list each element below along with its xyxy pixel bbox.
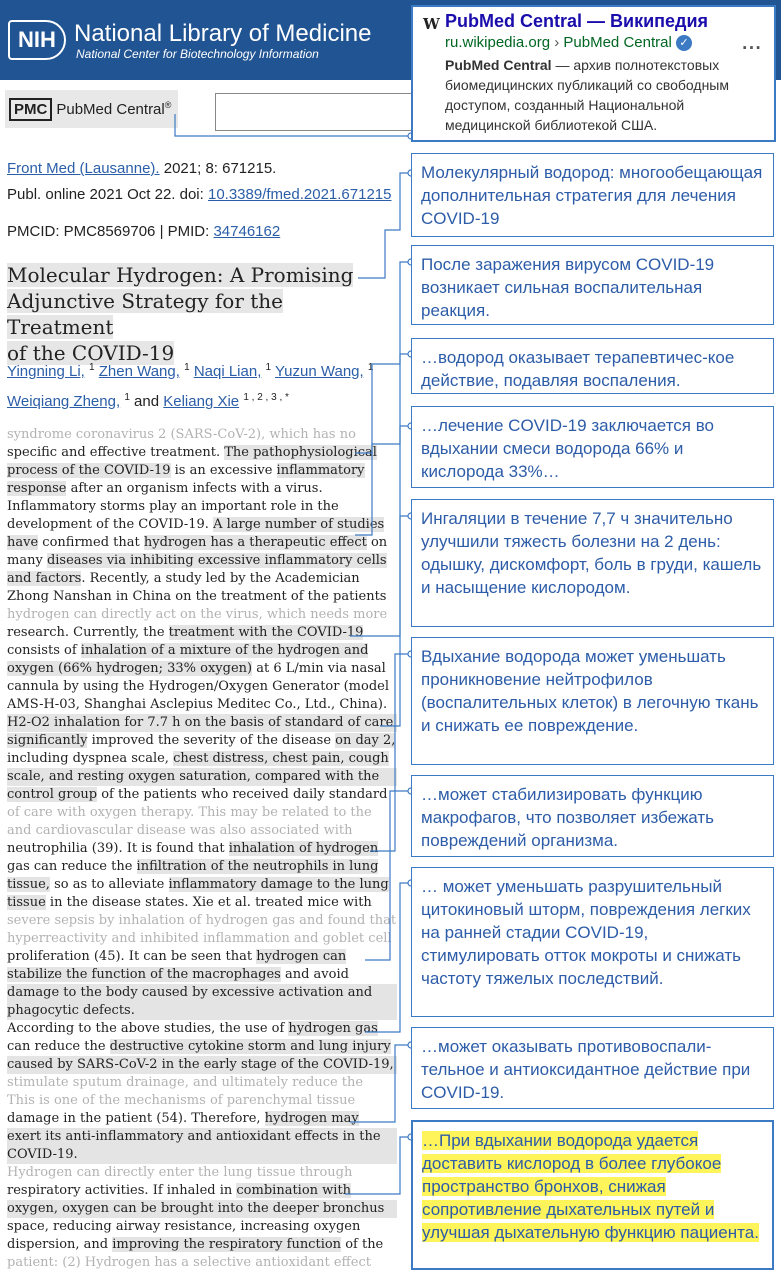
highlight: and factors xyxy=(7,571,82,586)
wiki-path: PubMed Central xyxy=(563,34,672,51)
annotation-note: …лечение COVID-19 заключается во вдыхании смеси водорода 66% и кислорода 33%… xyxy=(411,406,774,488)
body-text: development of the COVID-19. xyxy=(7,517,214,532)
wiki-snippet xyxy=(445,55,766,135)
highlight: inflammatory damage to the lung xyxy=(168,877,389,892)
title-line: Adjunctive Strategy for the Treatment xyxy=(7,289,284,339)
annotation-note: … может уменьшать разрушительный цитокиновый шторм, повреждения легких на ранней стадии COVID-19, стимулировать отток мокроты и снижать частоту тяжелых последствий. xyxy=(411,867,774,1017)
highlight: inflammatory xyxy=(276,463,365,478)
body-text: of the xyxy=(341,1237,384,1252)
body-text: gas can reduce the xyxy=(7,859,137,874)
highlight: have xyxy=(7,535,39,550)
affil-sup: 1 , 2 , 3 , * xyxy=(243,392,289,403)
pmcid-label: PMCID: PMC8569706 | PMID: xyxy=(7,223,214,240)
highlight: process of the COVID-19 xyxy=(7,463,171,478)
nlm-subtitle: National Center for Biotechnology Information xyxy=(76,47,319,61)
body-text: confirmed that xyxy=(38,535,144,550)
highlight: A large number of studies xyxy=(213,517,385,532)
doi-link[interactable]: 10.3389/fmed.2021.671215 xyxy=(207,186,392,203)
highlight: The pathophysiological xyxy=(224,445,377,460)
body-text: at 6 L/min via nasal xyxy=(252,661,386,676)
title-line: Molecular Hydrogen: A Promising xyxy=(7,263,354,287)
body-text: proliferation (45). It can be seen that xyxy=(7,949,257,964)
journal-link[interactable]: Front Med (Lausanne). xyxy=(7,160,160,177)
annotation-note-highlighted xyxy=(411,1120,774,1270)
annotation-note: Вдыхание водорода может уменьшать проникновение нейтрофилов (воспалительных клеток) в легочную ткань и снижать ее повреждение. xyxy=(411,637,774,765)
body-line: Hydrogen can directly enter the lung tissue through xyxy=(7,1165,353,1180)
highlight: inhalation of a mixture of the hydrogen and xyxy=(80,643,369,658)
body-line: This is one of the mechanisms of parenchymal tissue xyxy=(7,1093,356,1108)
connector xyxy=(345,1137,411,1194)
wiki-snippet-text: — архив полнотекстовых биомедицинских публикаций со свободным доступом, созданный Национальной медицинской библиотекой США. xyxy=(445,57,729,134)
body-line: Inflammatory storms play an important role in the xyxy=(7,499,339,514)
highlighted-note-text: …При вдыхании водорода удается доставить кислород в более глубокое пространство бронхов, снижая сопротивление дыхательных путей и улучшая дыхательную функцию пациента. xyxy=(422,1131,759,1242)
wikipedia-icon: W xyxy=(423,15,440,33)
annotation-note: …может стабилизировать функцию макрофагов, что позволяет избежать повреждений организма. xyxy=(411,775,774,857)
publ-label: Publ. online 2021 Oct 22. doi: xyxy=(7,186,208,203)
author-link[interactable]: Zhen Wang, xyxy=(98,363,180,380)
nlm-title[interactable]: National Library of Medicine xyxy=(74,20,372,47)
body-text: of the patients who received daily standard xyxy=(97,787,388,802)
body-line: AMS-H-03, Shanghai Asclepius Meditec Co., Ltd., China). xyxy=(7,697,388,712)
body-line: oxygen, oxygen can be brought into the deeper bronchus xyxy=(7,1200,397,1218)
body-line: of care with oxygen therapy. This may be related to the xyxy=(7,805,372,820)
pmc-name-text: PubMed Central xyxy=(56,101,165,118)
body-text: neutrophilia (39). It is found that xyxy=(7,841,229,856)
body-text: after an organism infects with a virus. xyxy=(66,481,323,496)
wiki-result-title[interactable]: PubMed Central — Википедия xyxy=(445,11,709,31)
highlight: combination with xyxy=(236,1183,352,1198)
connector xyxy=(365,791,411,960)
annotation-note: После заражения вирусом COVID-19 возникает сильная воспалительная реакция. xyxy=(411,245,774,325)
affil-sup: 1 xyxy=(265,362,272,373)
connector xyxy=(350,1045,411,1122)
pmid-link[interactable]: 34746162 xyxy=(213,223,281,240)
pmc-reg: ® xyxy=(164,100,172,110)
body-text: in the disease states. Xie et al. treated mice with xyxy=(45,895,372,910)
highlight: significantly xyxy=(7,733,88,748)
affil-sup: 1 xyxy=(367,362,374,373)
body-line: COVID-19. xyxy=(7,1146,397,1164)
body-line: scale, and resting oxygen saturation, compared with the xyxy=(7,768,397,786)
highlight: oxygen (66% hydrogen; 33% oxygen) xyxy=(7,661,253,676)
body-text: and avoid xyxy=(280,967,349,982)
body-line: hydrogen can directly act on the virus, which needs more xyxy=(7,607,388,622)
and-word: and xyxy=(129,393,164,410)
author-link[interactable]: Keliang Xie xyxy=(163,393,240,410)
highlight: tissue, xyxy=(7,877,50,892)
title-line: of the COVID-19 xyxy=(7,341,175,365)
body-text: many xyxy=(7,553,47,568)
body-line: caused by SARS-CoV-2 in the early stage of the COVID-19, xyxy=(7,1056,397,1074)
body-line: phagocytic defects. xyxy=(7,1002,397,1020)
body-text: research. Currently, the xyxy=(7,625,169,640)
author-link[interactable]: Naqi Lian, xyxy=(193,363,262,380)
body-line: exert its anti-inflammatory and antioxidant effects in the xyxy=(7,1128,397,1146)
nih-logo[interactable]: NIH xyxy=(8,20,66,60)
body-text: consists of xyxy=(7,643,81,658)
connector xyxy=(175,114,411,136)
body-line: Zhong Nanshan in China on the treatment of the patients xyxy=(7,589,387,604)
annotation-note: Молекулярный водород: многообещающая дополнительная стратегия для лечения COVID-19 xyxy=(411,153,774,237)
body-text: is an excessive xyxy=(170,463,277,478)
body-text: dispersion, and xyxy=(7,1237,113,1252)
pmc-mark: PMC xyxy=(9,98,52,121)
highlight: on day 2, xyxy=(335,733,396,748)
highlight: control group xyxy=(7,787,98,802)
more-options-icon[interactable]: ··· xyxy=(741,39,762,57)
wiki-result-url[interactable] xyxy=(445,34,766,51)
body-text: can reduce the xyxy=(7,1039,110,1054)
connector xyxy=(350,426,411,636)
author-link[interactable]: Weiqiang Zheng, xyxy=(7,393,121,410)
body-line: H2-O2 inhalation for 7.7 h on the basis of standard of care xyxy=(7,714,397,732)
highlight: treatment with the COVID-19 xyxy=(168,625,364,640)
highlight: diseases via inhibiting excessive inflammatory cells xyxy=(46,553,387,568)
body-text: According to the above studies, the use of xyxy=(7,1021,289,1036)
highlight: hydrogen gas xyxy=(288,1021,378,1036)
highlight: inhalation of hydrogen xyxy=(228,841,379,856)
body-line: hyperreactivity and inhibited inflammation and goblet cell xyxy=(7,931,392,946)
wikipedia-search-result[interactable] xyxy=(411,5,776,142)
highlight: stabilize the function of the macrophages xyxy=(7,967,281,982)
body-line: syndrome coronavirus 2 (SARS-CoV-2), which has no xyxy=(7,427,356,442)
author-link[interactable]: Yingning Li, xyxy=(7,363,85,380)
highlight: hydrogen has a therapeutic effect xyxy=(143,535,367,550)
highlight: chest distress, chest pain, cough xyxy=(173,751,389,766)
verified-check-icon: ✓ xyxy=(676,35,692,51)
wiki-snippet-bold: PubMed Central xyxy=(445,57,552,74)
affil-sup: 1 xyxy=(184,362,190,373)
body-line: space, reducing airway resistance, increasing oxygen xyxy=(7,1219,361,1234)
connector xyxy=(355,262,411,453)
annotation-note: Ингаляции в течение 7,7 ч значительно улучшили тяжесть болезни на 2 день: одышку, дискомфорт, боль в груди, кашель и насыщение кислородом. xyxy=(411,499,774,627)
body-line: and cardiovascular disease was also associated with xyxy=(7,823,353,838)
annotation-note: …может оказывать противовоспали-тельное и антиоксидантное действие при COVID-19. xyxy=(411,1027,774,1109)
highlight: response xyxy=(7,481,67,496)
body-line: cannula by using the Hydrogen/Oxygen Generator (model xyxy=(7,679,390,694)
body-text: damage in the patient (54). Therefore, xyxy=(7,1111,265,1126)
body-line: patient: (2) Hydrogen has a selective antioxidant effect xyxy=(7,1255,371,1270)
highlight: hydrogen may xyxy=(264,1111,359,1126)
affil-sup: 1 xyxy=(124,392,130,403)
highlight: hydrogen can xyxy=(256,949,347,964)
citation-volume: 2021; 8: 671215. xyxy=(159,160,277,177)
body-text: so as to alleviate xyxy=(49,877,169,892)
body-line: severe sepsis by inhalation of hydrogen gas and found that xyxy=(7,913,397,928)
highlight: improving the respiratory function xyxy=(112,1237,342,1252)
highlight: tissue xyxy=(7,895,46,910)
affil-sup: 1 xyxy=(89,362,95,373)
author-link[interactable]: Yuzun Wang, xyxy=(275,363,364,380)
body-line: damage to the body caused by excessive activation and xyxy=(7,984,397,1002)
body-text: specific and effective treatment. xyxy=(7,445,225,460)
body-text: . Recently, a study led by the Academician xyxy=(81,571,360,586)
annotation-note: …водород оказывает терапевтичес-кое действие, подавляя воспаления. xyxy=(411,338,774,394)
connector xyxy=(365,883,411,1032)
body-text: improved the severity of the disease xyxy=(87,733,336,748)
wiki-url-sep: › xyxy=(550,34,564,51)
highlight: infiltration of the neutrophils in lung xyxy=(136,859,379,874)
wiki-domain: ru.wikipedia.org xyxy=(445,34,551,51)
body-text: including dyspnea scale, xyxy=(7,751,174,766)
highlight: destructive cytokine storm and lung injury xyxy=(109,1039,391,1054)
body-line: stimulate sputum drainage, and ultimately reduce the xyxy=(7,1075,364,1090)
body-text: respiratory activities. If inhaled in xyxy=(7,1183,237,1198)
body-text: on xyxy=(366,535,388,550)
